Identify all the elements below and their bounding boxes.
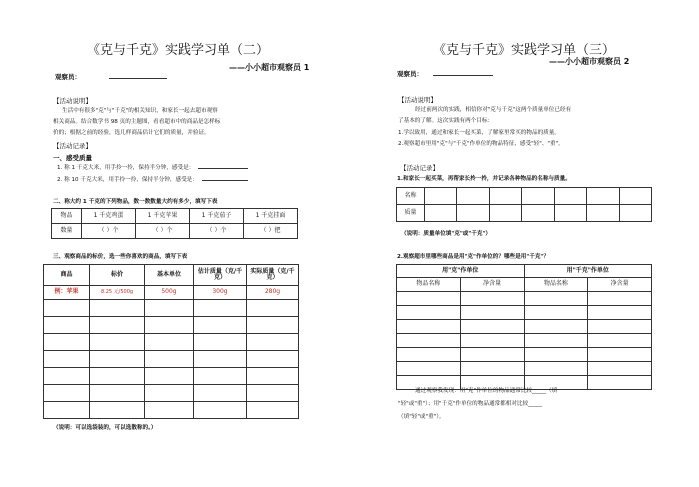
table-header: 净含量 [588,278,652,292]
empty-cell[interactable] [247,351,299,368]
empty-cell[interactable] [247,385,299,402]
activity-desc-header: 【活动说明】 [398,96,437,104]
empty-cell[interactable] [457,188,489,205]
table-row [44,385,299,402]
empty-cell[interactable] [90,317,145,334]
table-cell: 1 千克鸡蛋 [82,209,136,224]
empty-cell[interactable] [460,348,524,362]
empty-cell[interactable] [247,334,299,351]
empty-cell[interactable] [90,334,145,351]
empty-cell[interactable] [194,317,247,334]
worksheet-subtitle: ——小小超市观察员 2 [549,57,630,66]
table-cell[interactable]: （ ）个 [190,224,244,239]
activity-desc-header: 【活动说明】 [53,97,92,105]
empty-cell[interactable] [460,320,524,334]
activity-desc-line: 价的；根据之前的经验，选几样商品估计它们的质量，并验证。 [53,130,210,136]
table-group-header: 用"克"作单位 [397,265,525,278]
empty-cell[interactable] [524,320,588,334]
worksheet-title: 《克与千克》实践学习单（三） [433,43,616,58]
question-2-title: 2.观察超市里哪些商品是用"克"作单位的？哪些是用"千克"？ [397,254,549,260]
table-row [397,334,652,348]
empty-cell[interactable] [588,320,652,334]
worksheet-2 [0,0,349,487]
price-table [43,264,299,419]
empty-cell[interactable] [247,368,299,385]
empty-cell[interactable] [90,300,145,317]
table-group-header: 用"千克"作单位 [524,265,652,278]
empty-cell[interactable] [145,317,194,334]
table-cell: 物品 [52,209,82,224]
activity-desc-line: 了基本的了解。这次实践有两个目标： [398,118,494,124]
table-cell: 1 千克苹果 [136,209,190,224]
empty-cell[interactable] [524,362,588,376]
empty-cell[interactable] [619,188,651,205]
example-cell: 8.25 元/500g [90,286,145,300]
section-1-title: 一、感受质量 [53,154,92,162]
empty-cell[interactable] [489,205,521,222]
table-row [397,205,652,222]
example-cell: 500g [145,286,194,300]
table-cell[interactable]: （ ）个 [82,224,136,239]
table-row [397,320,652,334]
empty-cell[interactable] [524,348,588,362]
empty-cell[interactable] [90,368,145,385]
table-cell[interactable]: （ ）个 [136,224,190,239]
table-cell: 1 千克茄子 [190,209,244,224]
example-cell: 例：苹果 [44,286,90,300]
empty-cell[interactable] [489,188,521,205]
empty-cell[interactable] [44,385,90,402]
conclusion-line: "轻"或"重"）；用"千克"作单位的物品通常都相对比较_____ [398,401,543,407]
table-row [44,317,299,334]
empty-cell[interactable] [522,188,554,205]
observer-label: 观察员： [55,74,167,81]
row-label: 质量 [397,205,425,222]
empty-cell[interactable] [194,368,247,385]
empty-cell[interactable] [90,385,145,402]
table-cell: 1 千克挂面 [244,209,298,224]
worksheet-subtitle: ——小小超市观察员 1 [229,63,310,72]
empty-cell[interactable] [247,402,299,419]
empty-cell[interactable] [44,317,90,334]
empty-cell[interactable] [619,205,651,222]
activity-desc-line: 生活中有很多"克"与"千克"的相关知识，和家长一起去超市观察 [62,108,218,114]
activity-record-header: 【活动记录】 [400,164,439,172]
empty-cell[interactable] [554,205,586,222]
empty-cell[interactable] [460,362,524,376]
table-row [397,348,652,362]
empty-cell[interactable] [247,317,299,334]
empty-cell[interactable] [397,362,461,376]
empty-cell[interactable] [145,368,194,385]
observer-label: 观察员： [397,71,493,78]
empty-cell[interactable] [588,362,652,376]
empty-cell[interactable] [44,402,90,419]
table-row [397,188,652,205]
observer-blank[interactable] [433,75,493,76]
empty-cell[interactable] [460,334,524,348]
table-row [397,292,652,306]
empty-cell[interactable] [145,402,194,419]
empty-cell[interactable] [194,402,247,419]
conclusion-line: 通过观察我发现：用"克"作单位的物品通常比较_____（填 [415,388,558,394]
empty-cell[interactable] [397,292,461,306]
section-3-title: 三、观察商品的标价，选一些你喜欢的商品，填写下表 [53,254,188,260]
empty-cell[interactable] [587,188,619,205]
empty-cell[interactable] [425,188,457,205]
empty-cell[interactable] [554,188,586,205]
empty-cell[interactable] [194,300,247,317]
empty-cell[interactable] [524,292,588,306]
empty-cell[interactable] [194,351,247,368]
empty-cell[interactable] [44,351,90,368]
table-row [44,300,299,317]
empty-cell[interactable] [588,348,652,362]
table-header: 估计质量（克/千克） [194,265,247,286]
table-header: 物品名称 [524,278,588,292]
table-row [44,351,299,368]
answer-blank[interactable] [198,168,248,169]
section-1-line: 1. 称 1 千克大米，用手拎一拎，保持半分钟，感受是： [57,166,248,172]
empty-cell[interactable] [44,368,90,385]
table-row [44,368,299,385]
table-header: 商品 [44,265,90,286]
activity-desc-line: 经过前两次的实践，相信你对"克与千克"这两个质量单位已经有 [415,107,572,113]
observer-blank[interactable] [109,78,167,79]
empty-cell[interactable] [90,402,145,419]
empty-cell[interactable] [90,351,145,368]
activity-desc-line: 相关商品。结合数学书 98 页的主题图，看看超市中的商品是怎样标 [53,119,221,125]
example-cell: 300g [194,286,247,300]
table-header: 实际质量（克/千克） [247,265,299,286]
quantity-table [51,208,298,239]
record-table [396,187,652,222]
empty-cell[interactable] [397,320,461,334]
table-row [397,306,652,320]
section-3-note: （说明：可以选袋装的，可以选散称的。） [53,425,157,431]
empty-cell[interactable] [397,348,461,362]
table-header: 基本单位 [145,265,194,286]
empty-cell[interactable] [457,205,489,222]
empty-cell[interactable] [460,292,524,306]
activity-record-header: 【活动记录】 [53,142,92,150]
worksheet-title: 《克与千克》实践学习单（二） [87,43,270,58]
row-label: 名称 [397,188,425,205]
unit-table [396,264,652,390]
empty-cell[interactable] [425,205,457,222]
section-1-line: 2. 称 10 千克大米，用手拎一拎，保持半分钟，感受是： [57,178,248,184]
empty-cell[interactable] [588,376,652,390]
conclusion-line: （填"轻"或"重"）。 [398,414,445,420]
question-1-title: 1.和家长一起买菜，再帮家长拎一拎，并记录各种物品的名称与质量。 [397,176,571,182]
table-row [44,402,299,419]
empty-cell[interactable] [145,385,194,402]
activity-desc-line: 1.学以致用，通过和家长一起买菜，了解家里常买的物品的质量。 [398,130,560,136]
empty-cell[interactable] [588,334,652,348]
table-row [397,362,652,376]
empty-cell[interactable] [588,306,652,320]
empty-cell[interactable] [145,351,194,368]
question-1-note: （说明：质量单位填"克"或"千克"） [401,231,491,237]
empty-cell[interactable] [145,334,194,351]
empty-cell[interactable] [397,306,461,320]
table-header: 标价 [90,265,145,286]
example-cell: 280g [247,286,299,300]
table-cell[interactable]: （ ）把 [244,224,298,239]
empty-cell[interactable] [194,385,247,402]
empty-cell[interactable] [524,334,588,348]
table-header: 物品名称 [397,278,461,292]
table-row [44,334,299,351]
activity-desc-line: 2.观察超市里用"克"与"千克"作单位的物品特征，感受"轻"、"重"。 [398,141,564,147]
empty-cell[interactable] [522,205,554,222]
empty-cell[interactable] [247,300,299,317]
empty-cell[interactable] [44,300,90,317]
empty-cell[interactable] [588,292,652,306]
empty-cell[interactable] [587,205,619,222]
empty-cell[interactable] [460,306,524,320]
empty-cell[interactable] [524,306,588,320]
empty-cell[interactable] [194,334,247,351]
table-cell: 数量 [52,224,82,239]
section-2-title: 二、称大约 1 千克的下列物品，数一数数量大约有多少，填写下表 [53,199,218,205]
worksheet-3 [349,0,699,487]
answer-blank[interactable] [202,180,248,181]
empty-cell[interactable] [145,300,194,317]
empty-cell[interactable] [397,334,461,348]
table-header: 净含量 [460,278,524,292]
empty-cell[interactable] [44,334,90,351]
